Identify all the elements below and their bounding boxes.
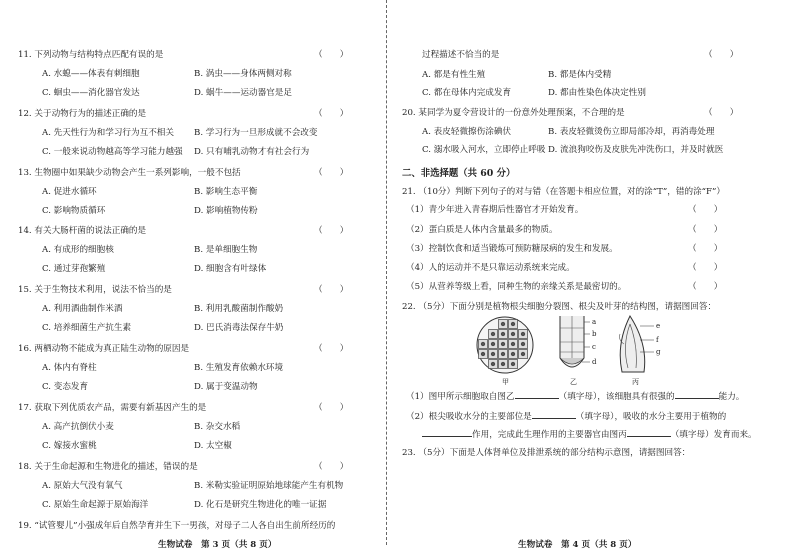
question-13-option-c: C. 影响物质循环 (42, 205, 106, 216)
question-17-option-d: D. 太空椒 (194, 440, 232, 451)
question-21-item-2: （2）蛋白质是人体内含量最多的物质。 (406, 225, 558, 235)
question-19-bracket: （ ） (704, 50, 739, 60)
question-16-option-b: B. 生殖发育依赖水环境 (194, 363, 284, 373)
question-12-text: 12. 关于动物行为的描述正确的是 (18, 108, 147, 119)
question-11-option-a: A. 水螅——体表有刺细胞 (42, 69, 140, 79)
question-16-option-d: D. 属于变温动物 (194, 382, 258, 392)
cell-nucleus (501, 352, 505, 356)
question-11-text: 11. 下列动物与结构特点匹配有误的是 (18, 50, 164, 60)
question-15-option-c: C. 培养细菌生产抗生素 (42, 323, 132, 334)
answer-blank[interactable] (532, 410, 576, 419)
cell-nucleus (511, 322, 515, 326)
question-14-text: 14. 有关大肠杆菌的说法正确的是 (18, 226, 147, 237)
question-22-part-1 (406, 390, 744, 403)
question-20-option-a: A. 表皮轻微擦伤涂碘伏 (422, 127, 512, 137)
question-21-item-5-bracket: （ ） (688, 282, 723, 292)
cell-nucleus (521, 332, 525, 336)
question-16-bracket: （ ） (314, 344, 349, 354)
question-21-item-4: （4）人的运动并不是只靠运动系统来完成。 (406, 263, 575, 273)
question-19-option-a: A. 都是有性生殖 (422, 70, 486, 80)
question-23-text: 23. （5分）下面是人体肾单位及排泄系统的部分结构示意图，请据图回答： (402, 448, 691, 458)
right-footer: 生物试卷 第 4 页（共 8 页） (518, 540, 637, 550)
question-15-bracket: （ ） (314, 285, 349, 296)
question-16-text: 16. 两栖动物不能成为真正陆生动物的原因是 (18, 344, 190, 354)
question-21-item-2-bracket: （ ） (688, 225, 723, 235)
question-21-item-1-bracket: （ ） (688, 205, 723, 215)
cell-nucleus (501, 322, 505, 326)
cell-nucleus (521, 342, 525, 346)
question-14-bracket: （ ） (314, 226, 349, 237)
cell-nucleus (511, 362, 515, 366)
question-19-option-b: B. 都是体内受精 (548, 70, 612, 80)
left-footer: 生物试卷 第 3 页（共 8 页） (158, 540, 277, 550)
figure-yi-label-d: d (592, 358, 597, 366)
question-22-part-1-b: （填字母），该细胞具有很强的 (558, 392, 675, 402)
question-22-part-2-b: （填字母），吸收的水分主要用于植物的 (575, 412, 727, 422)
cell-nucleus (511, 352, 515, 356)
question-22-text: 22. （5分）下面分别是植物根尖细胞分裂图、根尖及叶芽的结构图，请据图回答： (402, 302, 717, 312)
section-2-heading: 二、非选择题（共 60 分） (402, 168, 516, 179)
figure-bing-label-g: g (656, 348, 661, 356)
cell-nucleus (501, 332, 505, 336)
question-15-option-b: B. 利用乳酸菌制作酸奶 (194, 304, 284, 315)
question-11-option-d: D. 蜗牛——运动器官是足 (194, 88, 292, 98)
question-19-continued: 过程描述不恰当的是 (422, 50, 500, 60)
question-21-item-3-bracket: （ ） (688, 244, 723, 254)
answer-blank[interactable] (515, 390, 559, 399)
question-14-option-b: B. 是单细胞生物 (194, 245, 258, 256)
figure-bing-label-e: e (656, 322, 661, 330)
question-17-option-b: B. 杂交水稻 (194, 421, 241, 432)
figure-yi-caption: 乙 (570, 378, 577, 386)
question-18-option-b: B. 米勒实验证明原始地球能产生有机物 (194, 480, 344, 491)
question-18-bracket: （ ） (314, 461, 349, 472)
cell-nucleus (521, 352, 525, 356)
question-13-text: 13. 生物圈中如果缺少动物会产生一系列影响，一般不包括 (18, 167, 241, 178)
question-21-item-3: （3）控制饮食和适当锻炼可预防糖尿病的发生和发展。 (406, 244, 618, 254)
question-22-part-2-c: 作用，完成此生理作用的主要器官由图丙 (472, 430, 627, 440)
question-21-item-4-bracket: （ ） (688, 263, 723, 273)
question-15-option-a: A. 利用酒曲制作米酒 (42, 304, 123, 315)
question-12-option-d: D. 只有哺乳动物才有社会行为 (194, 146, 310, 157)
question-21-item-1: （1）青少年进入青春期后性器官才开始发育。 (406, 205, 584, 215)
question-22-part-1-a: （1）图甲所示细胞取自图乙 (406, 392, 515, 402)
cell-nucleus (481, 352, 485, 356)
question-18-text: 18. 关于生命起源和生物进化的描述，错误的是 (18, 461, 198, 472)
question-19-text: 19. “试管婴儿”小强成年后自然孕育并生下一男孩，对母子二人各自出生前所经历的 (18, 521, 336, 531)
question-13-option-b: B. 影响生态平衡 (194, 186, 258, 197)
question-18-option-d: D. 化石是研究生物进化的唯一证据 (194, 499, 327, 510)
figure-bing-label-f: f (656, 336, 659, 344)
question-21-text: 21. （10分）判断下列句子的对与错（在答题卡相应位置，对的涂“T”，错的涂“F”） (402, 187, 726, 197)
question-17-option-a: A. 高产抗倒伏小麦 (42, 421, 114, 432)
question-21-item-5: （5）从营养等级上看，同种生物的亲缘关系是最密切的。 (406, 282, 627, 292)
cell-nucleus (501, 342, 505, 346)
question-22-part-2-a: （2）根尖吸收水分的主要部位是 (406, 412, 532, 422)
question-20-option-c: C. 溺水吸入河水，立即停止呼吸 (422, 145, 546, 155)
question-20-bracket: （ ） (704, 108, 739, 118)
question-16-option-a: A. 体内有脊柱 (42, 363, 97, 373)
question-18-option-c: C. 原始生命起源于原始海洋 (42, 499, 149, 510)
cell-nucleus (511, 342, 515, 346)
question-22-part-2-line-2 (422, 428, 757, 441)
figure-yi-label-b: b (592, 330, 597, 338)
question-13-option-d: D. 影响植物传粉 (194, 205, 258, 216)
figure-bing-caption: 丙 (632, 378, 639, 386)
figure-yi-label-a: a (592, 318, 597, 326)
question-17-text: 17. 获取下列优质农产品，需要有新基因产生的是 (18, 402, 207, 413)
answer-blank[interactable] (675, 390, 719, 399)
question-20-option-d: D. 流浪狗咬伤及皮肤先冲洗伤口，并及时就医 (548, 145, 724, 155)
cell-nucleus (511, 332, 515, 336)
question-12-option-b: B. 学习行为一旦形成就不会改变 (194, 127, 318, 138)
cell-nucleus (491, 342, 495, 346)
answer-blank[interactable] (422, 428, 472, 437)
question-15-option-d: D. 巴氏消毒法保存牛奶 (194, 323, 284, 334)
question-14-option-d: D. 细胞含有叶绿体 (194, 264, 267, 275)
question-22-part-2 (406, 410, 726, 423)
question-20-option-b: B. 表皮轻微烫伤立即局部冷却，再消毒处理 (548, 127, 715, 137)
question-12-option-c: C. 一般来说动物越高等学习能力越强 (42, 146, 183, 157)
question-11-option-b: B. 涡虫——身体两侧对称 (194, 69, 292, 79)
figure-jia-caption: 甲 (502, 378, 509, 386)
cell-nucleus (491, 362, 495, 366)
question-17-option-c: C. 嫁接水蜜桃 (42, 440, 97, 451)
answer-blank[interactable] (627, 428, 671, 437)
question-12-bracket: （ ） (314, 108, 349, 119)
question-18-option-a: A. 原始大气没有氧气 (42, 480, 123, 491)
right-page (398, 0, 782, 560)
question-16-option-c: C. 变态发育 (42, 382, 89, 392)
question-14-option-c: C. 通过芽孢繁殖 (42, 264, 106, 275)
left-page (18, 0, 402, 560)
cell-nucleus (491, 332, 495, 336)
question-22-part-1-c: 能力。 (718, 392, 745, 402)
figure-yi-label-c: c (592, 343, 596, 351)
question-15-text: 15. 关于生物技术利用，说法不恰当的是 (18, 285, 172, 296)
question-19-option-d: D. 都由性染色体决定性别 (548, 88, 646, 98)
question-11-bracket: （ ） (314, 50, 349, 60)
question-19-option-c: C. 都在母体内完成发育 (422, 88, 512, 98)
question-22-part-2-d: （填字母）发育而来。 (670, 430, 757, 440)
question-17-bracket: （ ） (314, 402, 349, 413)
question-20-text: 20. 某同学为夏令营设计的一份意外处理预案，不合理的是 (402, 108, 625, 118)
figure-jia-cell-division (474, 315, 536, 375)
cell-nucleus (491, 352, 495, 356)
question-13-bracket: （ ） (314, 167, 349, 178)
question-12-option-a: A. 先天性行为和学习行为互不相关 (42, 127, 174, 138)
cell-nucleus (481, 342, 485, 346)
question-11-option-c: C. 蛔虫——消化器官发达 (42, 88, 140, 98)
question-13-option-a: A. 促进水循环 (42, 186, 97, 197)
question-14-option-a: A. 有成形的细胞核 (42, 245, 114, 256)
cell-nucleus (501, 362, 505, 366)
